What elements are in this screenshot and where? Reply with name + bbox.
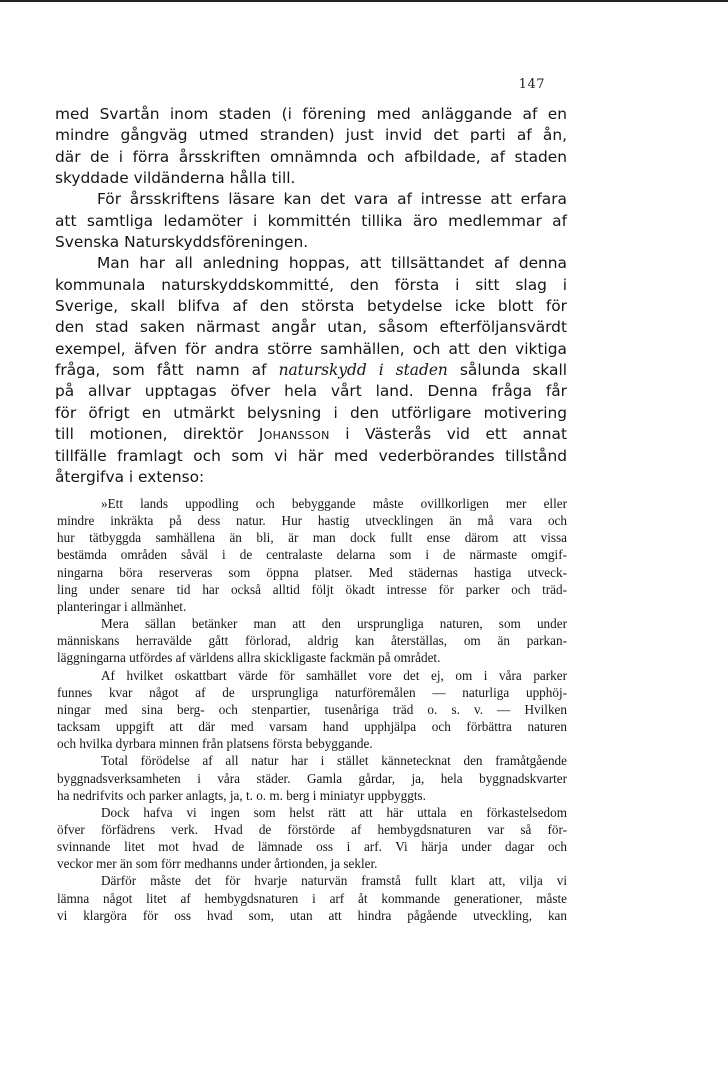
quote-line: människans herravälde gått förlorad, aldrig kan återställas, om än parkan- [57,633,567,649]
text-line: För årsskriftens läsare kan det vara af intresse att erfara [97,190,567,209]
person-name: Johansson [258,425,330,444]
text-line: kommunala naturskyddskommitté, den första i sitt slag i [55,275,567,294]
text-fragment: fråga, som fått namn af [55,361,279,380]
text-fragment: sålunda skall [447,361,568,380]
quote-line: planteringar i allmänhet. [57,598,187,614]
quote-line: Dock hafva vi ingen som helst rätt att här uttala en förkastelsedom [101,804,567,820]
block-quote [57,495,567,924]
quote-line: ningarna böra reserveras som öppna platser. Med städernas hastiga utveck- [57,564,567,580]
text-line: den stad saken närmast angår utan, såsom efterföljansvärdt [55,318,567,337]
quote-paragraph-3 [57,667,567,753]
quote-line: ningar med sina berg- och stenpartier, tusenåriga träd o. s. v. — Hvilken [57,701,567,717]
paragraph-1 [55,104,567,189]
text-line: exempel, äfven för andra större samhällen, och att den viktiga [55,339,567,358]
text-line: där de i förra årsskriften omnämnda och afbildade, af staden [55,147,567,166]
main-text [55,104,567,488]
text-line [55,360,567,381]
quote-line: och hvilka dyrbara minnen från platsens första bebyggande. [57,736,373,752]
quote-line: Af hvilket oskattbart värde för samhället vore det ej, om i våra parker [101,667,567,683]
text-line: skyddade vildänderna hålla till. [55,169,296,188]
quote-line: lämna något litet af hembygdsnaturen i arf åt kommande generationer, måste [57,890,567,906]
quote-line: funnes kvar något af de ursprungliga naturföremålen — naturliga upphöj- [57,684,567,700]
quote-line: Total förödelse af all natur har i stället kännetecknat den framåtgående [101,753,567,769]
quote-line: hur tätbyggda samhällena än bli, är man dock fullt ense därom att vissa [57,530,567,546]
paragraph-2 [55,189,567,253]
text-line: återgifva i extenso: [55,467,205,486]
quote-line: Mera sällan betänker man att den ursprungliga naturen, som under [101,616,567,632]
quote-line: öfver förfädrens verk. Hvad de förstörde af hembygdsnaturen var så för- [57,821,567,837]
text-fragment: till motionen, direktör [55,425,259,444]
quote-line: ling under senare tid har också alltid följt ökadt intresse för parker och träd- [57,581,567,597]
text-line: Sverige, skall blifva af den största betydelse icke blott för [55,297,567,316]
quote-line: Därför måste det för hvarje naturvän framstå fullt klart att, vilja vi [101,873,567,889]
quote-line: byggnadsverksamheten i våra städer. Gamla gårdar, ja, hela byggnadskvarter [57,770,567,786]
quote-line: svinnande litet mot hvad de lämnade oss i arf. Vi härja under dagar och [57,839,567,855]
text-line: på allvar upptagas öfver hela vårt land. Denna fråga får [55,382,567,401]
quote-line: mindre inkräkta på dess natur. Hur hastig utvecklingen än må vara och [57,513,567,529]
text-line [55,424,567,445]
quote-line: läggningarna utfördes af världens allra skickligaste fackmän på området. [57,650,441,666]
quote-line: »Ett lands uppodling och bebyggande måste ovillkorligen mer eller [101,496,567,511]
paragraph-3 [55,253,567,488]
text-line: Svenska Naturskyddsföreningen. [55,233,309,252]
scan-top-edge [0,0,728,2]
text-line: för öfrigt en utmärkt belysning i den utförligare motivering [55,403,567,422]
quote-line: veckor mer än som förr medhanns under årtionden, ja sekler. [57,856,378,872]
text-line: Man har all anledning hoppas, att tillsättandet af denna [97,254,567,273]
quote-line: bestämda områden såväl i de centralaste delarna som i de närmaste omgif- [57,547,567,563]
text-line: med Svartån inom staden (i förening med anläggande af en [55,105,567,123]
text-line: mindre gångväg utmed stranden) just invid det parti af ån, [55,126,567,145]
text-fragment: i Västerås vid ett annat [329,425,567,444]
page-number: 147 [518,77,545,92]
quote-paragraph-1 [57,495,567,615]
quote-paragraph-6 [57,872,567,923]
quote-paragraph-5 [57,804,567,873]
quote-paragraph-4 [57,752,567,803]
quote-paragraph-2 [57,615,567,666]
quote-line: ha nedrifvits och parker anlagts, ja, t. o. m. berg i miniatyr uppbyggts. [57,787,426,803]
text-line: att samtliga ledamöter i kommittén tillika äro medlemmar af [55,211,567,230]
italic-phrase: naturskydd i staden [278,361,448,380]
quote-line: vi klargöra för oss hvad som, utan att hindra pågående utveckling, kan [57,907,567,923]
text-line: tillfälle framlagt och som vi här med vederbörandes tillstånd [55,446,567,465]
quote-line: tacksam uppgift att där med varsam hand upphjälpa och förbättra naturen [57,719,567,735]
